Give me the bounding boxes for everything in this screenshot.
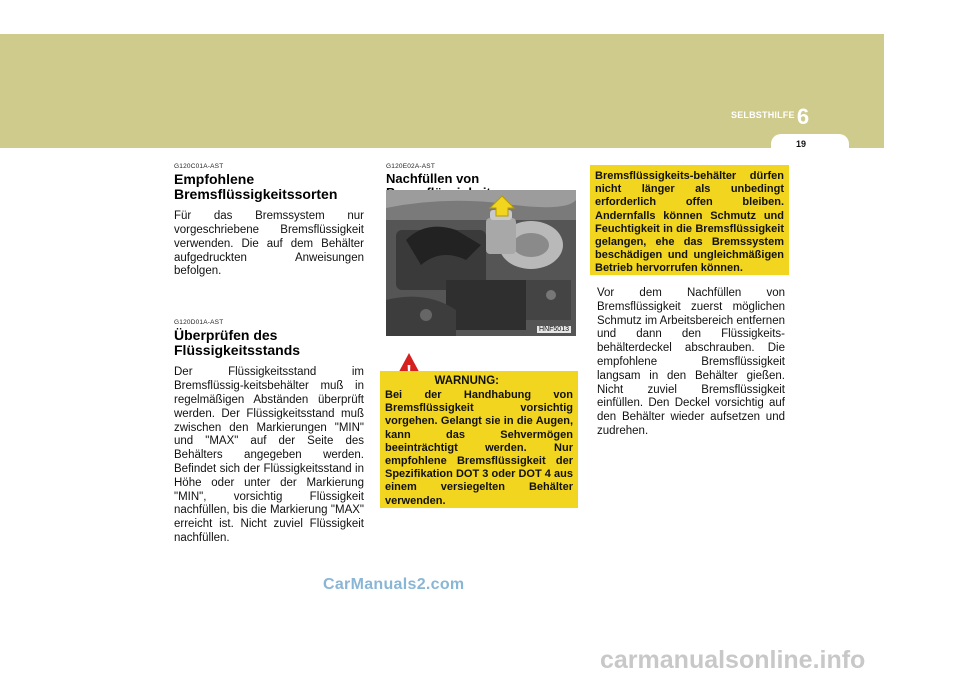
section-code: G120C01A-AST (174, 163, 224, 170)
photo-code: HNF5013 (539, 326, 569, 333)
caution-text: Bremsflüssigkeits-behälter dürfen nicht länger als unbedingt erforderlich offen bleiben. Andernfalls können Schmutz und Feuchtigkeit in die Bremsflüssigkeit gelangen, ehe das Bremssystem beschädigen und ungleichmäßigen Betrieb hervorrufen können. (595, 170, 784, 275)
section-title: Überprüfen des Flüssigkeitsstands (174, 327, 301, 359)
section-body: Der Flüssigkeitsstand im Bremsflüssig-keitsbehälter muß in regelmäßigen Abständen überprüft werden. Der Flüssigkeitsstand muß zwischen den Markierungen "MIN" und "MAX" auf der Seite des Behälters angegeben werden. Befindet sich der Flüssigkeitsstand in Höhe oder unter der Markierung "MIN", vorsichtig Flüssigkeit nachfüllen, bis die Markierung "MAX" erreicht ist. Nicht zuviel Flüssigkeit nachfüllen. (174, 366, 364, 544)
caution-box (590, 165, 789, 275)
engine-bay-illustration (386, 190, 576, 336)
warning-box (380, 371, 578, 508)
section-title: Empfohlene Bremsflüssigkeitssorten (174, 171, 338, 203)
footer-watermark: carmanualsonline.info (600, 646, 866, 674)
chapter-number: 6 (796, 104, 810, 129)
warning-text: Bei der Handhabung von Bremsflüssigkeit vorsichtig vorgehen. Gelangt sie in die Augen, kann das Sehvermögen beeinträchtigt werden. Nur empfohlene Bremsflüssigkeit der Spezifikation DOT 3 oder DOT 4 aus einem versiegelten Behälter verwenden. (385, 389, 573, 507)
column-right (597, 287, 785, 439)
section-code: G120E02A-AST (386, 163, 436, 170)
warning-title: WARNUNG: (434, 375, 499, 387)
section-body: Für das Bremssystem nur vorgeschriebene Bremsflüssigkeit verwenden. Die auf dem Behälter aufgedruckten Anweisungen befolgen. (174, 210, 364, 278)
watermark-link[interactable]: CarManuals2.com (323, 576, 465, 593)
header-band (0, 34, 884, 148)
section-label: SELBSTHILFE (731, 110, 795, 120)
column-left (174, 163, 364, 546)
section-code: G120D01A-AST (174, 319, 224, 327)
section-body: Vor dem Nachfüllen von Bremsflüssigkeit zuerst möglichen Schmutz im Arbeitsbereich entfernen und dann den Flüssigkeits-behälterdeckel abschrauben. Die empfohlene Bremsflüssigkeit langsam in den Behälter gießen. Nicht zuviel Bremsflüssigkeit einfüllen. Den Deckel vorsichtig auf den Behälter wieder aufsetzen und zudrehen. (597, 287, 785, 437)
section-title: Nachfüllen von (386, 171, 480, 186)
page-number: 19 (795, 139, 806, 149)
engine-bay-photo (386, 190, 576, 336)
